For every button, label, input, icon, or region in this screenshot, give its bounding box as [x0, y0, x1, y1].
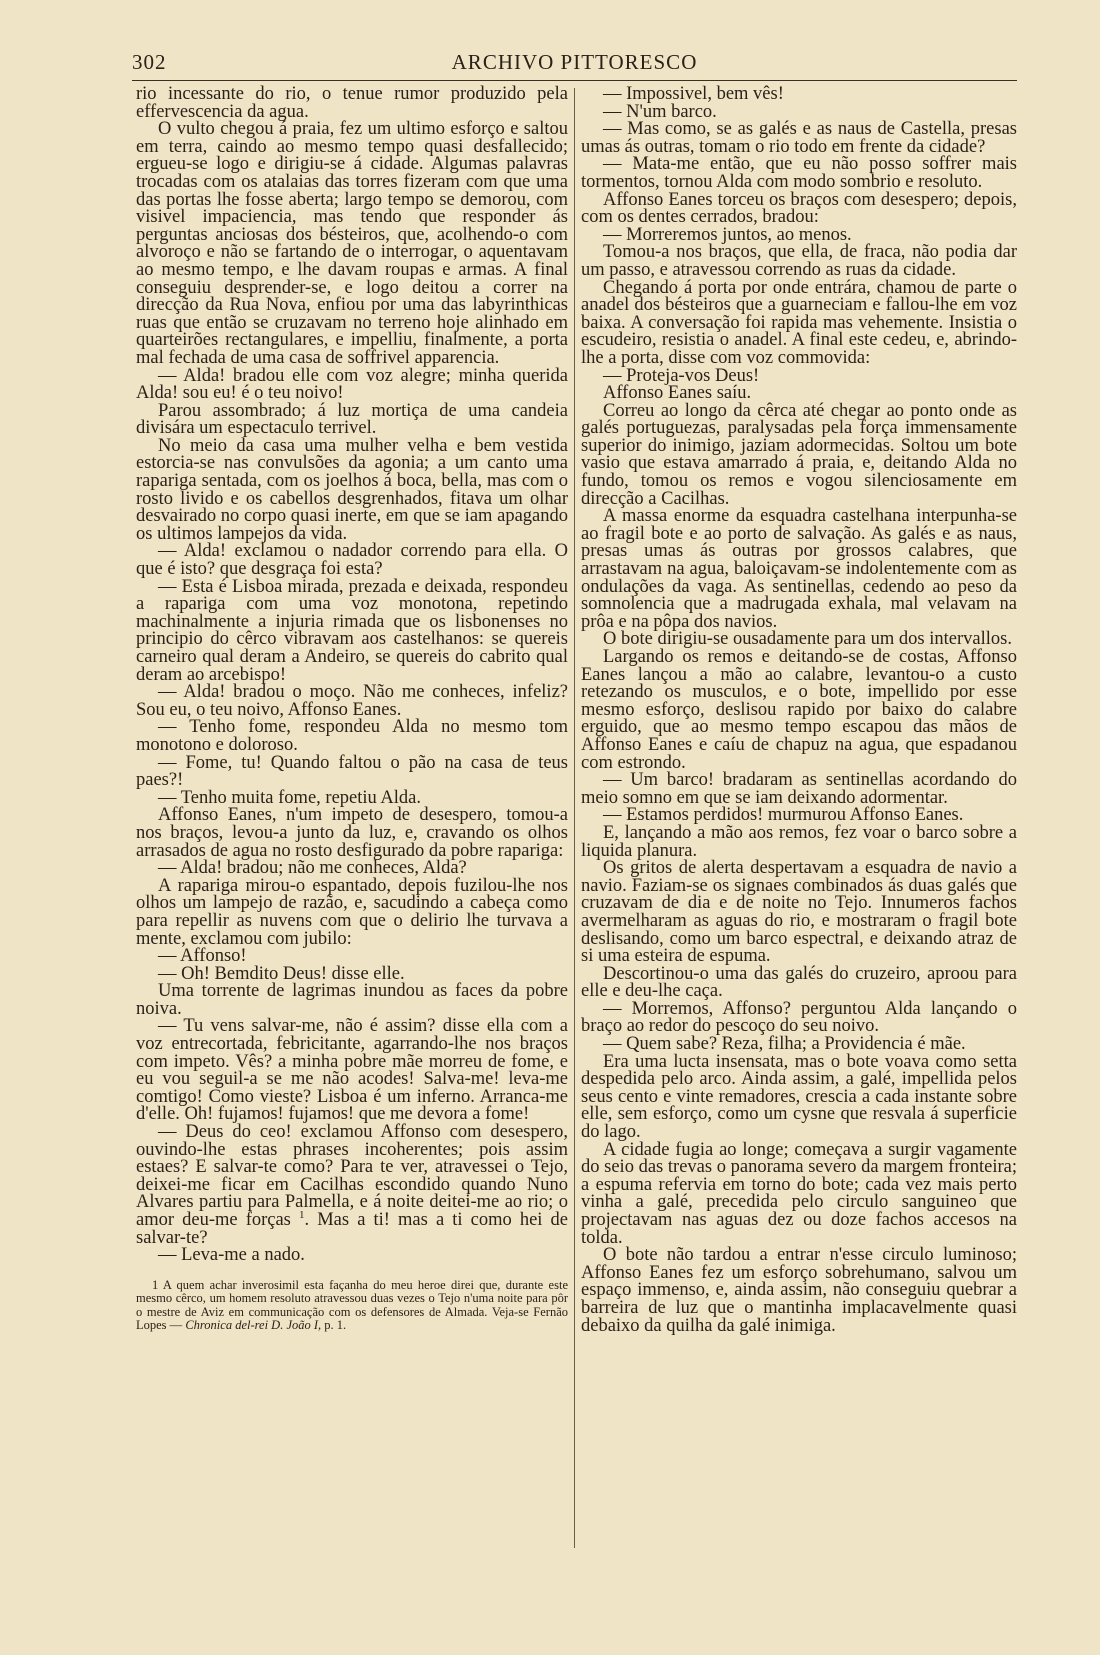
column-divider — [574, 88, 575, 1548]
paragraph: — Affonso! — [158, 946, 247, 967]
paragraph: — Estamos perdidos! murmurou Affonso Eanes. — [603, 805, 964, 826]
paragraph: A cidade fugia ao longe; começava a surgir vagamente do seio das trevas o panorama severo da margem fronteira; a espuma refervia em torno do bote; cada vez mais perto vinha a galé, precedida pelo circulo sanguineo que projectavam nas aguas dez ou doze fachos accesos na tolda. — [581, 1139, 1017, 1248]
paragraph: — Um barco! bradaram as sentinellas acordando do meio somno em que se iam deixando adormentar. — [581, 770, 1017, 808]
running-title: ARCHIVO PITTORESCO — [451, 50, 698, 74]
paragraph: A massa enorme da esquadra castelhana interpunha-se ao fragil bote e ao porto de salvação. As galés e as naus, presas umas ás outras por grossos calabres, que arrastavam na agua, baloiçavam-se indolentemente com as ondulações da vaga. As sentinellas, cedendo ao peso da somnolencia que a madrugada exhala, mal velavam na prôa e na pôpa dos navios. — [581, 506, 1017, 632]
paragraph: Uma torrente de lagrimas inundou as faces da pobre noiva. — [136, 981, 568, 1019]
paragraph: No meio da casa uma mulher velha e bem vestida estorcia-se nas convulsões da agonia; a um canto uma rapariga sentada, com os joelhos á boca, bella, mas com o rosto livido e os cabellos desgrenhados, fitava um olhar desvairado no corpo quasi inerte, em que se iam apagando os ultimos lampejos da vida. — [136, 435, 568, 544]
paragraph: Descortinou-o uma das galés do cruzeiro, aproou para elle e deu-lhe caça. — [581, 963, 1017, 1002]
paragraph: — Tenho fome, respondeu Alda no mesmo tom monotono e doloroso. — [136, 717, 568, 755]
right-column — [581, 86, 1017, 1335]
paragraph: — Oh! Bemdito Deus! disse elle. — [158, 963, 405, 984]
paragraph: A rapariga mirou-o espantado, depois fuzilou-lhe nos olhos um lampejo de razão, e, sacudindo a cabeça como para repellir as nuvens com que o delirio lhe turvava a mente, exclamou com jubilo: — [136, 875, 568, 949]
paragraph: — Morremos, Affonso? perguntou Alda lançando o braço ao redor do pescoço do seu noivo. — [581, 998, 1017, 1037]
paragraph: — Leva-me a nado. — [158, 1245, 305, 1266]
footnote-page: p. 1. — [324, 1318, 347, 1333]
paragraph: Tomou-a nos braços, que ella, de fraca, não podia dar um passo, e atravessou correndo as ruas da cidade. — [581, 242, 1017, 280]
paragraph: — Impossivel, bem vês! — [603, 84, 784, 104]
paragraph: Affonso Eanes, n'um impeto de desespero, tomou-a nos braços, levou-a junto da luz, e, cravando os olhos arrasados de agua no rosto desfigurado da pobre rapariga: — [136, 805, 568, 861]
paragraph: Os gritos de alerta despertavam a esquadra de navio a navio. Faziam-se os signaes combinados ás duas galés que cruzavam de dia e de noite no Tejo. Innumeros fachos avermelharam as aguas do rio, e mostraram o fragil bote deslisando, como um barco espectral, e deixando atraz de si uma esteira de espuma. — [581, 858, 1017, 967]
paragraph: — Alda! bradou; não me conheces, Alda? — [158, 858, 467, 879]
paragraph: — Alda! bradou elle com voz alegre; minha querida Alda! sou eu! é o teu noivo! — [136, 365, 568, 404]
paragraph: — Tu vens salvar-me, não é assim? disse ella com a voz entrecortada, febricitante, agarrando-lhe nos braços com impeto. Vês? a minha pobre mãe morreu de fome, e eu vou seguil-a se me não acodes! Salva-me! leva-me comtigo! Como vieste? Lisboa é um inferno. Arranca-me d'elle. Oh! fujamos! fujamos! que me devora a fome! — [136, 1016, 568, 1125]
paragraph: Chegando á porta por onde entrára, chamou de parte o anadel dos bésteiros que a guarneciam e fallou-lhe em voz baixa. A conversação foi rapida mas vehemente. Insistia o escudeiro, resistia o anadel. A final este cedeu, e, abrindo-lhe a porta, disse com voz commovida: — [581, 277, 1017, 368]
paragraph: — Esta é Lisboa mirada, prezada e deixada, respondeu a rapariga com uma voz monotona, repetindo machinalmente a injuria rimada que os lisbonenses no principio do cêrco vibravam aos castelhanos: se quereis carneiro qual deram a Andeiro, se quereis do cabrito qual deram ao arcebispo! — [136, 576, 568, 685]
paragraph: Era uma lucta insensata, mas o bote voava como setta despedida pelo arco. Ainda assim, a galé, impellida pelos seus cento e vinte remadores, crescia a cada instante sobre elle, sem esforço, como um cysne que resvala á superficie do lago. — [581, 1051, 1017, 1143]
paragraph: — Mas como, se as galés e as naus de Castella, presas umas ás outras, tomam o rio todo em frente da cidade? — [581, 119, 1017, 157]
paragraph-with-footnote-ref — [136, 1124, 568, 1247]
footnote — [136, 1279, 568, 1333]
paragraph: Affonso Eanes saíu. — [603, 383, 752, 404]
paragraph: rio incessante do rio, o tenue rumor produzido pela effervescencia da agua. — [136, 84, 568, 122]
left-column — [136, 86, 568, 1333]
paragraph: — Fome, tu! Quando faltou o pão na casa de teus paes?! — [136, 752, 568, 791]
paragraph: — Alda! exclamou o nadador correndo para ella. O que é isto? que desgraça foi esta? — [136, 541, 568, 580]
page-number: 302 — [132, 50, 167, 74]
paragraph: — Morreremos juntos, ao menos. — [603, 224, 852, 245]
paragraph: — Quem sabe? Reza, filha; a Providencia é mãe. — [603, 1034, 966, 1055]
paragraph: — Mata-me então, que eu não posso soffrer mais tormentos, tornou Alda com modo sombrio e resoluto. — [581, 154, 1017, 192]
paragraph: Largando os remos e deitando-se de costas, Affonso Eanes lançou a mão ao calabre, levantou-o a custo retezando os musculos, e o bote, impellido por esse mesmo esforço, deslisou rapido por baixo do calabre erguido, que ao mesmo tempo escapou das mãos de Affonso Eanes e caíu de chapuz na agua, que espadanou com estrondo. — [581, 647, 1017, 773]
paragraph: — N'um barco. — [603, 101, 717, 122]
page-header — [132, 44, 1017, 82]
footnote-text: 1 A quem achar inverosimil esta façanha do meu heroe direi que, durante este mesmo cêrco, um homem resoluto atravessou duas vezes o Tejo n'uma noite para pôr o mestre de Aviz em communicação com os defensores de Almada. Veja-se Fernão Lopes — — [136, 1277, 568, 1333]
paragraph-text: — Deus do ceo! exclamou Affonso com desespero, ouvindo-lhe estas phrases incoherentes; pois assim estaes? E salvar-te como? Para te ver, atravessei o Tejo, deixei-me ficar em Cacilhas escondido quando Nuno Alvares partiu para Palmella, e á noite deitei-me ao rio; o amor deu-me forças — [136, 1122, 568, 1230]
paragraph: Correu ao longo da cêrca até chegar ao ponto onde as galés portuguezas, paralysadas pela força immensamente superior do inimigo, jaziam adormecidas. Soltou um bote vasio que estava amarrado á praia, e, deitando Alda no fundo, tomou os remos e vogou silenciosamente em direcção a Cacilhas. — [581, 400, 1017, 509]
paragraph: — Alda! bradou o moço. Não me conheces, infeliz? Sou eu, o teu noivo, Affonso Eanes. — [136, 682, 568, 720]
paragraph: — Proteja-vos Deus! — [603, 365, 760, 386]
footnote-citation: Chronica del-rei D. João I, — [185, 1318, 322, 1333]
paragraph: — Tenho muita fome, repetiu Alda. — [158, 787, 421, 808]
paragraph: Parou assombrado; á luz mortiça de uma candeia divisára um espectaculo terrivel. — [136, 400, 568, 439]
footnote-marker: 1 — [299, 1208, 305, 1221]
paragraph-tail: . Mas a ti! mas a ti como hei de salvar-te? — [136, 1210, 569, 1248]
paragraph: E, lançando a mão aos remos, fez voar o barco sobre a liquida planura. — [581, 822, 1017, 861]
paragraph: O bote dirigiu-se ousadamente para um dos intervallos. — [603, 629, 1012, 650]
paragraph: O vulto chegou á praia, fez um ultimo esforço e saltou em terra, caindo ao mesmo tempo quasi desfallecido; ergueu-se logo e dirigiu-se á cidade. Algumas palavras trocadas com os atalaias das torres fizeram com que uma das portas lhe fosse aberta; largo tempo se demorou, com visivel impaciencia, mas tendo que responder ás perguntas anciosas dos bésteiros, que, acolhendo-o com alvoroço e não se fartando de o interrogar, o aquentavam ao mesmo tempo, e lhe davam roupas e armas. A final conseguiu desprender-se, e logo deitou a correr na direcção da Rua Nova, enfiou por uma das labyrinthicas ruas que então se cruzavam no terreno hoje alinhado em quarteirões rectangulares, e impelliu, finalmente, a porta mal fechada de uma casa de soffrivel apparencia. — [136, 119, 568, 368]
paragraph: Affonso Eanes torceu os braços com desespero; depois, com os dentes cerrados, bradou: — [581, 189, 1017, 228]
header-rule — [132, 80, 1017, 81]
paragraph: O bote não tardou a entrar n'esse circulo luminoso; Affonso Eanes fez um esforço sobrehumano, salvou um espaço immenso, e, ainda assim, não conseguiu quebrar a barreira de luz que o mantinha implacavelmente quasi debaixo da quilha da galé inimiga. — [581, 1245, 1017, 1336]
